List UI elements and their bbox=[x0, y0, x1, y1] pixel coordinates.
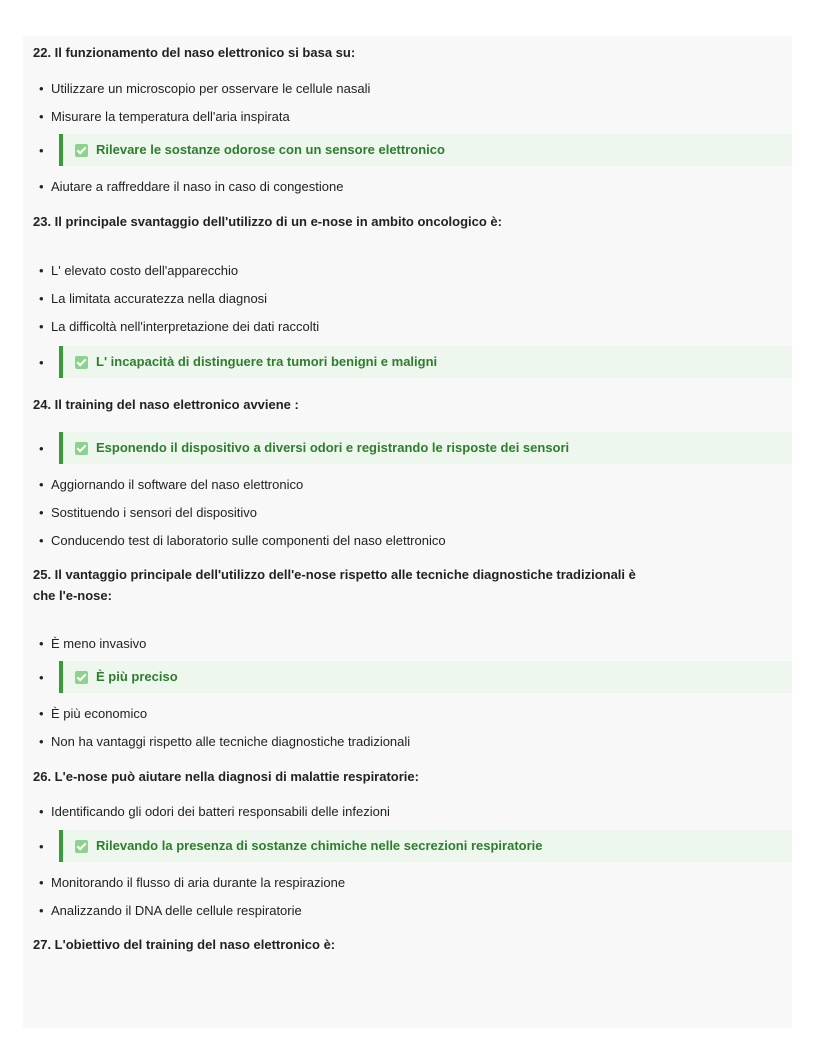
correct-answer bbox=[23, 346, 792, 370]
answer-row bbox=[23, 706, 792, 722]
answer-row bbox=[23, 179, 792, 195]
list-item bbox=[23, 477, 792, 493]
check-box-icon bbox=[75, 442, 88, 455]
bullet-icon: • bbox=[39, 670, 44, 685]
answer-row bbox=[23, 830, 792, 854]
answer-row bbox=[23, 903, 792, 919]
list-item bbox=[23, 505, 792, 521]
answer-text: È più preciso bbox=[96, 669, 178, 684]
bullet-icon: • bbox=[39, 109, 44, 124]
correct-answer-highlight bbox=[59, 346, 792, 378]
bullet-icon: • bbox=[39, 875, 44, 890]
question-24 bbox=[23, 394, 792, 415]
answer-text: L' incapacità di distinguere tra tumori benigni e maligni bbox=[96, 354, 438, 369]
question-title-line2: che l'e-nose: bbox=[33, 588, 112, 603]
answer-row bbox=[23, 134, 792, 158]
list-item bbox=[23, 81, 792, 97]
answer-row bbox=[23, 263, 792, 279]
bullet-icon: • bbox=[39, 706, 44, 721]
bullet-icon: • bbox=[39, 839, 44, 854]
check-box-icon bbox=[75, 144, 88, 157]
bullet-icon: • bbox=[39, 477, 44, 492]
answer-row bbox=[23, 734, 792, 750]
answer-text: Aggiornando il software del naso elettronico bbox=[51, 477, 304, 492]
bullet-icon: • bbox=[39, 179, 44, 194]
answer-row bbox=[23, 432, 792, 456]
check-box-icon bbox=[75, 356, 88, 369]
question-title: 22. Il funzionamento del naso elettronico si basa su: bbox=[33, 45, 356, 60]
answer-row bbox=[23, 804, 792, 820]
list-item bbox=[23, 804, 792, 820]
list-item bbox=[23, 263, 792, 279]
list-item bbox=[23, 636, 792, 652]
correct-answer-highlight bbox=[59, 134, 792, 166]
answer-text: Utilizzare un microscopio per osservare le cellule nasali bbox=[51, 81, 371, 96]
correct-answer bbox=[23, 432, 792, 456]
answer-text: L' elevato costo dell'apparecchio bbox=[51, 263, 239, 278]
bullet-icon: • bbox=[39, 263, 44, 278]
answer-row bbox=[23, 505, 792, 521]
question-26 bbox=[23, 766, 792, 787]
bullet-icon: • bbox=[39, 505, 44, 520]
bullet-icon: • bbox=[39, 441, 44, 456]
answer-row bbox=[23, 875, 792, 891]
answer-text: Non ha vantaggi rispetto alle tecniche diagnostiche tradizionali bbox=[51, 734, 411, 749]
answer-text: La limitata accuratezza nella diagnosi bbox=[51, 291, 268, 306]
answer-row bbox=[23, 533, 792, 549]
answer-list-22 bbox=[23, 81, 792, 97]
correct-answer bbox=[23, 661, 792, 685]
question-title: 26. L'e-nose può aiutare nella diagnosi di malattie respiratorie: bbox=[33, 769, 419, 784]
answer-text: Conducendo test di laboratorio sulle componenti del naso elettronico bbox=[51, 533, 446, 548]
answer-row bbox=[23, 661, 792, 685]
question-title-line1: 25. Il vantaggio principale dell'utilizzo dell'e-nose rispetto alle tecniche diagnostiche tradizionali è bbox=[33, 567, 636, 582]
bullet-icon: • bbox=[39, 533, 44, 548]
check-box-icon bbox=[75, 840, 88, 853]
question-23 bbox=[23, 211, 792, 232]
answer-text: Rilevare le sostanze odorose con un sensore elettronico bbox=[96, 142, 445, 157]
answer-row bbox=[23, 477, 792, 493]
answer-text: Monitorando il flusso di aria durante la respirazione bbox=[51, 875, 346, 890]
bullet-icon: • bbox=[39, 903, 44, 918]
question-25 bbox=[23, 564, 792, 606]
answer-row bbox=[23, 109, 792, 125]
question-27 bbox=[23, 934, 792, 955]
list-item bbox=[23, 734, 792, 750]
answer-text: Sostituendo i sensori del dispositivo bbox=[51, 505, 257, 520]
bullet-icon: • bbox=[39, 636, 44, 651]
answer-row bbox=[23, 636, 792, 652]
list-item bbox=[23, 179, 792, 195]
answer-text: Esponendo il dispositivo a diversi odori e registrando le risposte dei sensori bbox=[96, 440, 570, 455]
bullet-icon: • bbox=[39, 355, 44, 370]
question-title: 24. Il training del naso elettronico avviene : bbox=[33, 397, 299, 412]
check-box-icon bbox=[75, 671, 88, 684]
answer-row bbox=[23, 346, 792, 370]
answer-text: Misurare la temperatura dell'aria inspirata bbox=[51, 109, 290, 124]
answer-text: Aiutare a raffreddare il naso in caso di congestione bbox=[51, 179, 344, 194]
list-item bbox=[23, 109, 792, 125]
answer-text: Identificando gli odori dei batteri responsabili delle infezioni bbox=[51, 804, 390, 819]
bullet-icon: • bbox=[39, 291, 44, 306]
answer-text: È più economico bbox=[51, 706, 148, 721]
correct-answer-highlight bbox=[59, 661, 792, 693]
correct-answer-highlight bbox=[59, 830, 792, 862]
list-item bbox=[23, 875, 792, 891]
list-item bbox=[23, 706, 792, 722]
bullet-icon: • bbox=[39, 319, 44, 334]
answer-row bbox=[23, 319, 792, 335]
list-item bbox=[23, 291, 792, 307]
quiz-card bbox=[23, 36, 792, 1028]
correct-answer bbox=[23, 830, 792, 854]
bullet-icon: • bbox=[39, 804, 44, 819]
answer-text: È meno invasivo bbox=[51, 636, 147, 651]
answer-text: Rilevando la presenza di sostanze chimiche nelle secrezioni respiratorie bbox=[96, 838, 543, 853]
question-title: 27. L'obiettivo del training del naso elettronico è: bbox=[33, 937, 336, 952]
list-item bbox=[23, 533, 792, 549]
bullet-icon: • bbox=[39, 81, 44, 96]
answer-text: Analizzando il DNA delle cellule respiratorie bbox=[51, 903, 302, 918]
bullet-icon: • bbox=[39, 734, 44, 749]
list-item bbox=[23, 319, 792, 335]
question-title: 23. Il principale svantaggio dell'utilizzo di un e-nose in ambito oncologico è: bbox=[33, 214, 502, 229]
correct-answer bbox=[23, 134, 792, 158]
correct-answer-highlight bbox=[59, 432, 792, 464]
bullet-icon: • bbox=[39, 143, 44, 158]
question-22 bbox=[23, 42, 792, 63]
answer-row bbox=[23, 291, 792, 307]
answer-text: La difficoltà nell'interpretazione dei dati raccolti bbox=[51, 319, 320, 334]
list-item bbox=[23, 903, 792, 919]
